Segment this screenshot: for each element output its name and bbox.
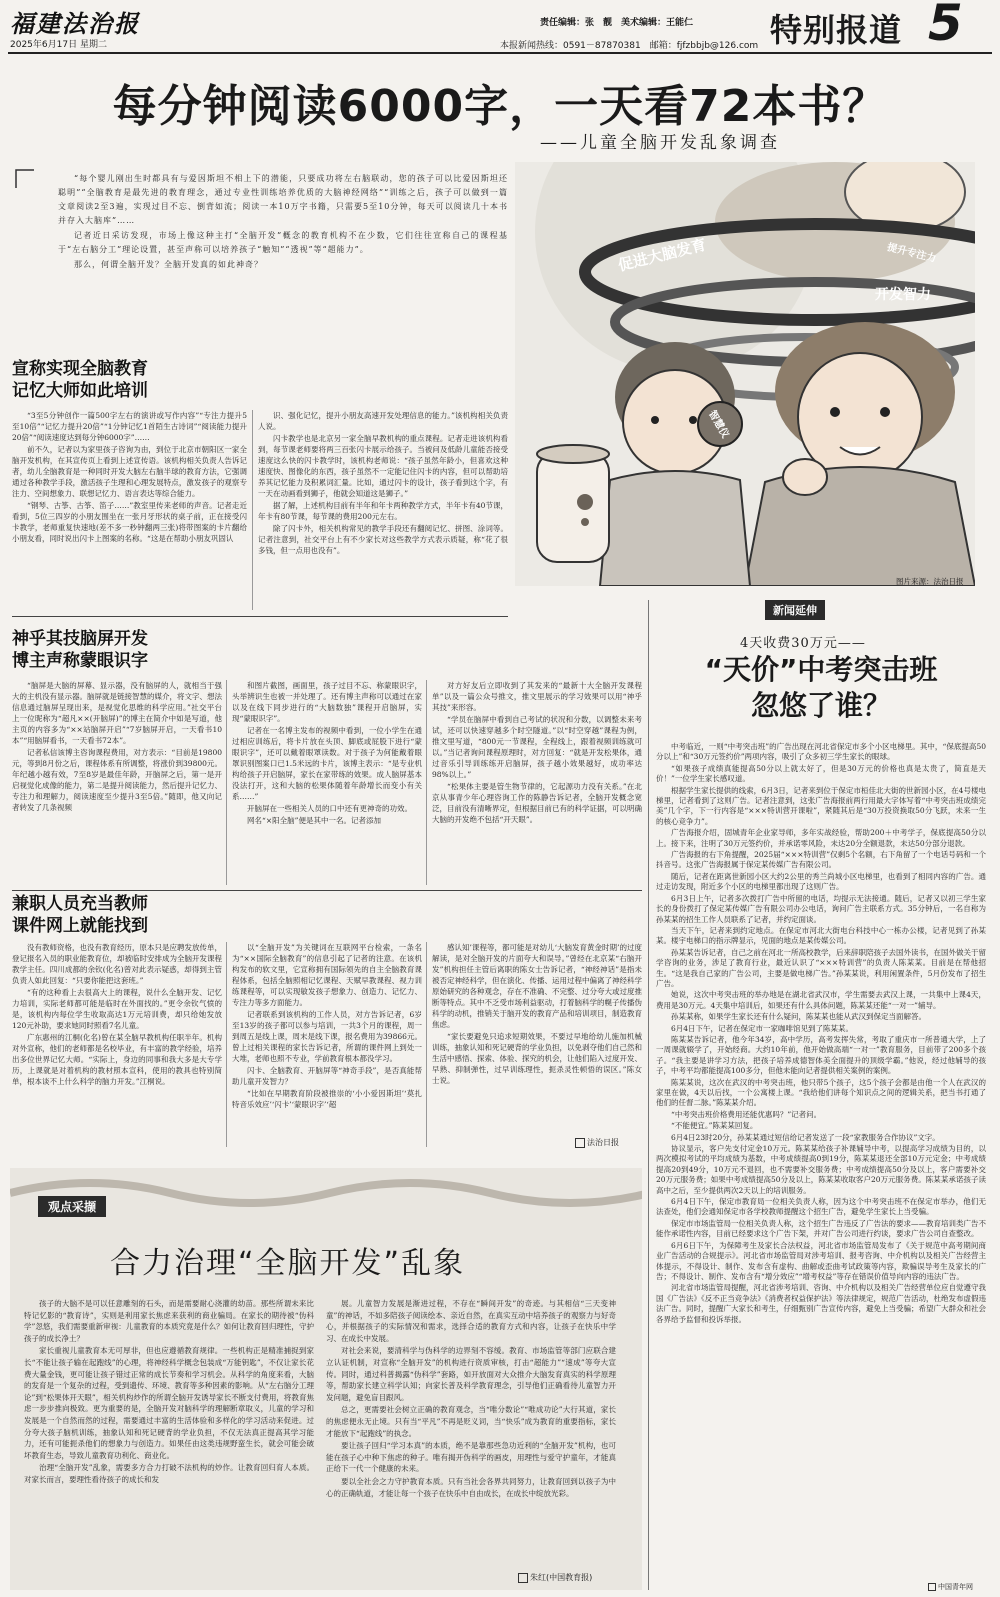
editors: 责任编辑：张 靓 美术编辑：王能仁 — [540, 18, 694, 28]
article-paragraph: 除了闪卡外，相关机构常见的教学手段还有翻阅记忆、拼图、涂词等。记者注意到，社交平台上有不少家长对这些教学方式表示质疑，称“花了很多钱，但一点用也没有”。 — [258, 524, 508, 555]
paper-name: 福建法治报 — [10, 9, 140, 38]
sidebar-paragraph: 保定市市场监管局一位相关负责人称，这个招生广告违反了广告法的要求——教育培训类广告不能作承诺性内容，目前已经要求这个广告下架，并对广告公司进行约谈，要求广告公司自查整改。 — [656, 1218, 986, 1239]
sidebar-paragraph: 当天下午，记者来到约定地点。在保定市河北大街电台科技中心一栋办公楼，记者见到了孙某某。楼宇电梯口的指示牌显示，见面的地点是某传媒公司。 — [656, 925, 986, 946]
article-paragraph: 开脑屏在一些相关人员的口中还有更神奇的功效。 — [247, 804, 412, 813]
masthead — [0, 0, 1000, 60]
opinion-paragraph: 要以全社会之力守护教育本质。只有当社会各界共同努力，让教育回到以孩子为中心的正确轨道，才能让每一个孩子在快乐中自由成长，在成长中绽放光彩。 — [326, 1476, 616, 1498]
intro-paragraph: “每个婴儿刚出生时都具有与爱因斯坦不相上下的潜能，只要成功将左右脑联动，您的孩子可以比爱因斯坦还聪明”“全脑教育是最先进的教育理念，通过专业性训练培养优质的大脑神经网络”“训练之后，孩子可以做到一篇文章阅读2至3遍，实现过目不忘、倒背如流；阅读一本10万字书籍，只需要5至10分钟，每天可以阅读几十本书并存入大脑库”…… — [58, 174, 508, 225]
column-divider — [426, 680, 427, 885]
sidebar-paragraph: 6月4日下午，记者在保定市一家咖啡馆见到了陈某某。 — [671, 1023, 854, 1033]
sidebar-headline — [656, 652, 986, 724]
section1-title-line: 宣称实现全脑教育 — [12, 359, 148, 379]
opinion-author — [518, 1572, 592, 1583]
section-rule — [12, 890, 642, 891]
sidebar-paragraph: 孙某某称，如果学生家长还有什么疑问，陈某某也能从武汉到保定当面解答。 — [671, 1012, 926, 1022]
sidebar-paragraph: 她说，这次中考突击班的举办地是在湖北省武汉市，学生需要去武汉上课，一共集中上课4天，费用是30万元。4天集中培训后，如果还有什么具体问题，陈某某还能“一对一”辅导。 — [656, 990, 986, 1010]
page-number: 5 — [928, 0, 963, 52]
section2-col1 — [12, 680, 222, 814]
section3-title — [12, 893, 148, 937]
illustration-label: 提升专注力 — [885, 242, 938, 265]
article-paragraph: “钢琴、古筝、古筝、笛子……”教室里传来老师的声音。记者走近看到，5位三四岁的小朋友围坐在一张月牙形状的桌子前，正在接受闪卡教学，老师重复快速地(差不多一秒钟翻两三张)将带图案的卡片翻给小朋友看，同时说出闪卡上图案的名称。“这是在帮助小朋友巩固认 — [12, 501, 247, 543]
opinion-tag — [38, 1196, 106, 1217]
sidebar-paragraph: 陈某某说，这次在武汉的中考突击班，他只带5个孩子，这5个孩子会都是由他一个人在武汉的家里在做，4天以后找，一个公寓楼上课。“我给他们讲每个知识点之间的逻辑关系，把当书打通了他们的任督二脉。”陈某某介绍。 — [656, 1077, 986, 1108]
sidebar-paragraph: 6月6日下午，为保障考生及家长合法权益，河北省市场监管局发布了《关于规范中高考期间商业广告活动的合规提示》。河北省市场监管局对涉考培训、报考咨询、中介机构以及相关广告经营主体提示，不得设计、制作、发布含有虚构、曲解或歪曲考试政策等内容，欺骗误导考生及家长的广告；不得设计、制作、发布含有“增分效应”“增考权益”等存在错误价值导向内容的违法广告。 — [656, 1240, 986, 1281]
opinion-tag-label: 观点采撷 — [48, 1200, 97, 1214]
section3-col3 — [432, 942, 642, 1087]
section1-col2 — [258, 410, 508, 557]
sidebar-paragraph: 广告海报的右下角提醒，2025届“×××特训营”仅剩5个名额，右下角留了一个电话号码和一个抖音号。这张广告海报属于保定某传媒广告有限公司。 — [656, 850, 986, 870]
source-name: 法治日报 — [587, 1138, 619, 1147]
sidebar-paragraph: 河北省市场监管局提醒，河北省涉考培训、咨询、中介机构以及相关广告经营单位应自觉遵守我国《广告法》《反不正当竞争法》《消费者权益保护法》等法律规定，规范广告活动，杜绝发布虚假违法广告。同时，提醒广大家长和考生，仔细甄别广告宣传内容，避免上当受骗；希望广大群众和社会各界给予监督和投诉举报。 — [656, 1283, 986, 1324]
article-paragraph: 对方好友后立即收到了其发来的“最新十大全脑开发课程单”以及一篇公众号推文，推文里展示的学习效果可以用“神乎其技”来形容。 — [432, 681, 642, 712]
section2-col2 — [232, 680, 422, 827]
sidebar-paragraph: “如果孩子成绩真能提高50分以上就太好了，但是30万元的价格也真是太贵了，简直是天价！”一位学生家长感叹道。 — [656, 763, 986, 784]
illustration-label: 促进大脑发育 — [616, 235, 708, 275]
masthead-rule — [8, 52, 992, 54]
sidebar-body — [656, 742, 986, 1326]
sidebar-source-name: 中国青年网 — [938, 1583, 973, 1591]
section2-col3 — [432, 680, 642, 826]
intro-paragraph: 记者近日采访发现，市场上像这种主打“全脑开发”概念的教育机构不在少数，它们往往宣称自己的课程基于“左右脑分工”理论设置，甚至声称可以培养孩子“触知”“透视”等“超能力”。 — [58, 231, 508, 254]
article-paragraph: 识、强化记忆，提升小朋友高速开发处理信息的能力。”该机构相关负责人说。 — [258, 411, 508, 431]
column-divider — [252, 410, 253, 610]
sidebar-paragraph: 根据学生家长提供的线索，6月3日，记者来到位于保定市桓佳北大街的世新园小区，在4号楼电梯里，记者看到了这则广告。记者注意到，这张广告海报前两行用最大字体写着“中考突击班成绩完美”几个字，下一行内容是“×××特训营开课啦”，紧随其后是“30万投资换取50分飞跃，未来一生的核心竞争力”。 — [656, 785, 986, 826]
opinion-col2 — [326, 1298, 616, 1500]
sidebar-paragraph: “中考突击班价格费用还能优惠吗？”记者问。 — [671, 1109, 822, 1119]
sidebar-divider — [648, 600, 649, 1590]
source-credit — [575, 1137, 619, 1148]
sidebar-paragraph: 中考临近，一则“中考突击班”的广告出现在河北省保定市多个小区电梯里。其中，“保底提高50分以上”和“30万元签约价”两项内容，吸引了众多初三学生家长的眼球。 — [656, 742, 986, 762]
section1-title — [12, 358, 148, 402]
sidebar-paragraph: “不能便宜。”陈某某回复。 — [671, 1121, 758, 1131]
article-paragraph: 前不久，记者以为家里孩子咨询为由，到位于北京市朝阳区一家全脑开发机构，在其宣传页上看到上述宣传语。该机构相关负责人告诉记者，幼儿全脑教育是一种同时开发大脑左右脑半球的教育方法，它强调通过各种教学手段，激活孩子生理和心理发展特点，激发孩子的观察专注力、空间想象力、联想记忆力、语言表达等综合能力。 — [12, 445, 247, 498]
opinion-paragraph: 总之，更需要社会树立正确的教育观念，当“唯分数论”“唯成功论”大行其道，家长的焦虑便永无止境。只有当“平凡”不再是贬义词，当“快乐”成为教育的重要指标，家长才能放下“起跑线”的执念。 — [326, 1405, 616, 1438]
opinion-paragraph: 家长重视儿童教育本无可厚非，但也应遵循教育规律。一些机构正是精准捕捉到家长“不能让孩子输在起跑线”的心理，将神经科学概念包装成“万能钥匙”，不仅让家长花费大量金钱，更可能让孩子错过正常的成长节奏和学习机会。从科学的角度来看，大脑的发育是一个复杂的过程，受到遗传、环境、教育等多种因素的影响。从“左右脑分工理论”到“松果体开天眼”，相关机构炒作的所谓全脑开发诱导家长不断支付费用，将教育焦虑一步步推向极致。更为重要的是，全脑开发对脑科学的理解断章取义，儿童的学习和发展是一个自然而然的过程，需要通过丰富的生活体验和多样化的学习活动来促进。过分夸大孩子脑机训练，抽象认知和死记硬背的学业负担，不仅无法真正提高其学习能力，还有可能扼杀他们的想象力与创造力。如果任由这类违规野蛮生长，就会可能会破坏教育生态，导致儿童教育功利化、商业化。 — [24, 1346, 314, 1460]
sidebar-paragraph: 随后，记者在距离世新园小区大约2公里的秀兰尚城小区电梯里，也看到了相同内容的广告。通过走访发现，附近多个小区的电梯里都出现了这则广告。 — [656, 871, 986, 892]
sidebar-paragraph: 6月3日上午，记者多次拨打广告中所留的电话，均提示无法接通。随后，记者又以初三学生家长的身份拨打了保定某传媒广告有限公司办公电话，询问广告主联系方式。35分钟后，一名自称为孙某某的招生工作人员联系了记者，并约定面谈。 — [656, 893, 986, 924]
opinion-paragraph: 对社会来说，要清科学与伪科学的边界刻不容缓。教育、市场监管等部门应联合建立认证机制，对宣称“全脑开发”的机构进行资质审核，打击“超能力”“速成”等夸大宣传。同时，通过科普揭露“伪科学”套路，如开放面对大众推介大脑发育真实的科学原理等，帮助家长建立科学认知；向家长普及科学教育理念，引导他们正确看待儿童智力开发问题，避免盲目跟风。 — [326, 1346, 616, 1402]
sidebar-headline-line: 忽悠了谁？ — [750, 689, 891, 722]
article-paragraph: 闪卡、全脑教育、开脑屏等“神奇手段”，是否真能帮助儿童开发智力？ — [232, 1066, 422, 1086]
opinion-col1 — [24, 1298, 314, 1487]
hotline: 本报新闻热线：0591－87870381 邮箱：fjfzbbjb@126.com — [500, 41, 759, 51]
article-paragraph: 和图片截图，画面里，孩子过目不忘、称蒙眼识字，头举辨识生也被一并处理了。还有博主声称可以通过在家以及在线下同步进行的“大脑数独”课程开启脑屏，实现“蒙眼识字”。 — [232, 681, 422, 723]
image-credit: 图片来源：法治日报 — [896, 577, 964, 586]
corner-bracket-icon — [14, 168, 36, 190]
article-paragraph: 记者联系到该机构的工作人员，对方告诉记者，6岁至13岁的孩子都可以参与培训，一共3个月的课程，周一到周五是线上课，周末是线下课，报名费用为39866元。曾上过相关课程的家长告诉记者，所谓的课件网上到处一大堆，老师也照不专业，学前教育根本都没学习。 — [232, 1010, 422, 1063]
section1-col1 — [12, 410, 247, 545]
section3-title-line: 课件网上就能找到 — [12, 916, 148, 936]
sidebar-kicker: 4天收费30万元—— — [740, 636, 866, 651]
article-paragraph: 没有教师资格，也没有教育经历，原本只是应聘发放传单，登记报名入员的职业能教育位，却被临时安排成为全脑开发课程教学主任。四川成都的余钦(化名)曾对此表示疑惑，却得到主管负责人如此回复：“只要你能把这套班。” — [12, 943, 222, 985]
article-paragraph: “家长要避免只追求短期效果，不要过早地给幼儿施加机械训练，抽象认知和死记硬背的学业负担，以免剥夺他们自己然和生活中感悟、探索、体验、探究的机会，让他们陷入过度开发、早熟、抑制弹性，过早训练理性，扼杀灵性顿悟的误区。”陈女士说。 — [432, 1032, 642, 1085]
section-name: 特别报道 — [770, 11, 903, 49]
sidebar-source — [928, 1582, 973, 1592]
section-rule — [12, 616, 508, 617]
article-paragraph: 广东惠州的江桐(化名)曾在某全脑早教机构任职半年。机构对外宣称，他们的老师都是名校毕业，有丰富的教学经验，培养出多位世界记忆大师。“实际上，身边的同事和我大多是大专学历，上课就是对着机构的教材照本宣科，使用的教具也特别简单，根本谈不上什么科学的脑力开发。”江桐说。 — [12, 1033, 222, 1086]
sidebar-tag-label: 新闻延伸 — [773, 604, 817, 617]
boxed-square-icon — [928, 1583, 936, 1591]
section3-title-line: 兼职人员充当教师 — [12, 894, 148, 914]
article-paragraph: 据了解，上述机构目前有半年和年卡两种教学方式，半年卡有40节课，年卡有80节课，每节课的费用200元左右。 — [258, 501, 508, 521]
opinion-headline: 合力治理“全脑开发”乱象 — [110, 1246, 466, 1281]
article-paragraph: “3至5分钟创作一篇500字左右的演讲或写作内容”“专注力提升5至10倍”“记忆力提升20倍”“1分钟记忆1首陌生古诗词”“阅读能力提升20倍”“阅读速度达到每分钟6000字”…… — [12, 411, 247, 442]
boxed-square-icon — [575, 1138, 585, 1148]
opinion-paragraph: 要让孩子回归“学习本真”的本质，绝不是靠那些急功近利的“全脑开发”机构，也可能在孩子心中种下焦虑的种子。唯有揭开伪科学的画皮，用理性与爱守护童年，才能真正给下一代一个健康的未来。 — [326, 1441, 616, 1474]
article-paragraph: 感认知’课程等，都可能是对幼儿‘大脑发育黄金时期’的过度解读，是对全脑开发的片面夸大和误导。”曾经在北京某“右脑开发”机构担任主管后离职的陈女士告诉记者，“神经神话”是指未被否定神经科学，但在演化、传播、运用过程中偏离了神经科学原始研究的各种观念，存在不准确、不完整、过分夸大或过度推断等特点。其中不乏受市场利益驱动，打着脑科学的幌子传播伪科学的动机，推销关于脑开发的教育产品和培训项目，制造教育焦虑。 — [432, 943, 642, 1029]
intro-text — [58, 172, 508, 273]
main-headline: 每分钟阅读6000字，一天看72本书？ — [112, 81, 888, 132]
article-paragraph: 闪卡教学也是北京另一家全脑早教机构的重点课程。记者走进该机构看到，每节课老师要将两三百张闪卡展示给孩子。当被问及低龄儿童能否接受速度这么快的闪卡教学时，该机构老师说：“孩子虽然年龄小，但喜欢这种速度快、图像化的东西，孩子虽然不一定能记住闪卡的内容，但可以帮助培养其记忆能力及积累词汇量。比如，通过闪卡的设计，孩子看到这个字，有一天在动画看到狮子，他就会知道这是狮子。” — [258, 434, 508, 498]
column-divider — [226, 942, 227, 1147]
article-paragraph: “松果体主要是管生物节律的，它起源功力没有关系。”在北京从事青少年心理咨询工作的陈静告诉记者，全脑开发概念宽泛，目前没有清晰界定，但根据目前已有的科学证据，可以明确大脑的开发绝不包括“开天眼”。 — [432, 782, 642, 824]
section3-col2 — [232, 942, 422, 1111]
column-divider — [226, 680, 227, 885]
section2-title-line: 博主声称蒙眼识字 — [12, 651, 148, 671]
section1-title-line: 记忆大师如此培训 — [12, 381, 148, 401]
article-paragraph: “有的这种看上去很高大上的课程，说什么全脑开发、记忆力培训，实际老师都可能是临时在外面找的。”更令余钦气愤的是，该机构内每位学生收取高达1万元培训费，却只给她发放120元补助，要求她同时照看7名儿童。 — [12, 988, 222, 1030]
article-paragraph: 记者在一名博主发布的视频中看到，一位小学生在通过相应训练后，将卡片放在头顶、脚底或屁股下进行“蒙眼识字”，还可以戴着眼罩读数。对于孩子为何能戴着眼罩识别图案口已1.5米远的卡片，该博主表示：“是专业机构给孩子开启脑屏，家长在家带练的效果。成人脑屏基本没法打开，这和大脑的松果体随着年龄增长而变小有关系……” — [232, 726, 422, 801]
illustration-label: 智慧仪 — [706, 408, 731, 441]
section2-title — [12, 628, 148, 672]
sidebar-paragraph: 广告海报介绍，固城青年企业家导师，多年实战经验，帮助200＋中考学子，保底提高50分以上。接下来，注明了30万元签约价，并承诺零风险，未达20分全额退款，未达50分部分退款。 — [656, 828, 986, 848]
article-paragraph: 记者私信该博主咨询课程费用，对方表示：“目前是19800元，等到8月份之后，课程体系有所调整，将涨价到39800元。年纪越小越有效，7至8岁是最佳年龄，开脑屏之后，第一是开启视觉化成像的能力，第二是提升阅读能力，然后提升记忆力、专注力和理解力，阅读速度至少提升3至5倍。”随即，他又向记者转发了几条视频 — [12, 748, 222, 812]
boxed-square-icon — [518, 1573, 528, 1583]
article-paragraph: 网名“×阳全脑”便是其中一名。记者添加 — [247, 816, 381, 825]
main-subheadline: ——儿童全脑开发乱象调查 — [540, 133, 780, 153]
column-divider — [426, 942, 427, 1147]
illustration-label: 开发智力 — [875, 287, 931, 303]
article-paragraph: “学员在脑屏中看到自己考试的状况和分数，以调整未来考试，还可以快速穿越多个时空隧道。”以“时空穿越”课程为例，推文里写道，“800元一节课程，全程线上，跟着视频训练就可以。”当记者询问课程原理时，对方回复：“就是开发松果体，通过音乐引导训练练开启脑屏，孩子越小效果越好，成功率达98%以上。” — [432, 715, 642, 779]
sidebar-paragraph: 孙某某告诉记者，自己之前在河北一所高校教学，后来辞职陪孩子去国外读书，在国外做关于留学咨询的业务，涉足了教育行业，最近认识了“×××特训营”的负责人陈某某。目前是在帮他招生。“这是我自己家的广告公司，主要是做电梯广告。”孙某某说，利用闲置条件，5月份发布了招生广告。 — [656, 947, 986, 988]
sidebar-paragraph: 6月4日下午，保定市教育局一位相关负责人称，因为这个中考突击班不在保定市举办，他们无法查处，他们会通知保定市各学校教师提醒这个招生广告，避免学生家长上当受骗。 — [656, 1197, 986, 1217]
sidebar-paragraph: 6月4日23时20分，孙某某通过短信给记者发送了一段“家教服务合作协议”文字。 — [671, 1132, 940, 1142]
intro-paragraph: 那么，何谓全脑开发？全脑开发真的如此神奇？ — [74, 260, 263, 269]
section2-title-line: 神乎其技脑屏开发 — [12, 629, 148, 649]
opinion-author-name: 朱红(中国教育报) — [530, 1573, 593, 1582]
opinion-box — [10, 1168, 642, 1590]
sidebar-tag — [765, 600, 825, 620]
illustration — [515, 162, 975, 586]
article-paragraph: 以“全脑开发”为关键词在互联网平台检索，一条名为“××国际全脑教育”的信息引起了记者的注意。在该机构发布的软文里，它宣称拥有国际领先的自主全脑教育课程体系，包括全脑照相记忆课程、天赋早教课程、视力训练课程等，可以实现敏发孩子想象力、创造力、记忆力、专注力等多方面能力。 — [232, 943, 422, 1007]
sidebar-paragraph: 陈某某告诉记者，他今年34岁，高中学历，高考发挥失常，考取了重庆市一所普通大学，上了一周课就辍学了，开始经商。大约10年前，他开始做高端“一对一”教育服务，目前带了200多个孩子。“我主要是讲学习方法，把孩子培养成德智体美全面提升的顶级学霸。”他说，经过他辅导的孩子，中考平均都能提高100多分，但他未能向记者提供相关案例的案例。 — [656, 1034, 986, 1076]
sidebar-headline-line: “天价”中考突击班 — [704, 653, 938, 686]
opinion-paragraph: 孩子的大脑不是可以任意雕刻的石头，而是需要耐心浇灌的幼苗。那些所谓未来比特记忆影的“教育诗”，实则是利用家长焦虑来获利的商业骗局。在家长的期待被“伪科学”忽悠，我们需要重新审视：儿童教育的本质究竟是什么？如何让教育回归理性，守护孩子的成长净土？ — [24, 1299, 314, 1343]
opinion-paragraph: 治理“全脑开发”乱象，需要多方合力打破不法机构的炒作。让教育回归育人本质。对家长而言，要理性看待孩子的成长和发 — [24, 1463, 314, 1484]
brain-training-illustration — [515, 162, 975, 586]
article-paragraph: “脑屏是大脑的屏幕、显示器，没有脑屏的人，就相当于强大的主机没有显示器。脑屏就是链接智慧的媒介，将文字、想法信息通过脑屏呈现出来，是视觉化思维的科学应用。”社交平台上一位昵称为“超凡××(开脑屏)”的博主在简介中如是写道，他主页的内容多为“××站脑屏开启”“7岁脑屏开启，一天看书10本”“用脑屏看书，一天看书72本”。 — [12, 681, 222, 745]
opinion-paragraph: 展。儿童智力发展是渐进过程，不存在“瞬间开发”的奇迹。与其相信“三天变神童”的神话，不如多陪孩子阅读绘本、亲近自然，在真实互动中培养孩子的观察力与好奇心，并根据孩子的实际情况和需求，选择合适的教育方式和内容，让孩子在快乐中学习、在成长中发展。 — [326, 1299, 616, 1343]
article-paragraph: “比如在早期教育阶段被推崇的‘小小爱因斯坦’‘莫扎特音乐效应’‘闪卡’‘蒙眼识字’‘超 — [232, 1089, 422, 1109]
section3-col1 — [12, 942, 222, 1088]
sidebar-paragraph: 协议显示，客户先支付定金10万元。陈某某给孩子补课辅导中考，以提高学习成绩为目的，以两次模拟考试的平均成绩为基数，中考成绩提高0到19分，陈某某退还全部10万元定金；中考成绩提高20到49分，10万元不退回，也不需要补交服务费；中考成绩提高50分及以上，客户需要补交20万元服务费；如果中考成绩提高50分及以上，陈某某收取客户20万元服务费。陈某某承诺孩子读高中之后，至少提供两次2天以上的培训服务。 — [656, 1144, 986, 1195]
issue-date: 2025年6月17日 星期二 — [10, 40, 107, 50]
